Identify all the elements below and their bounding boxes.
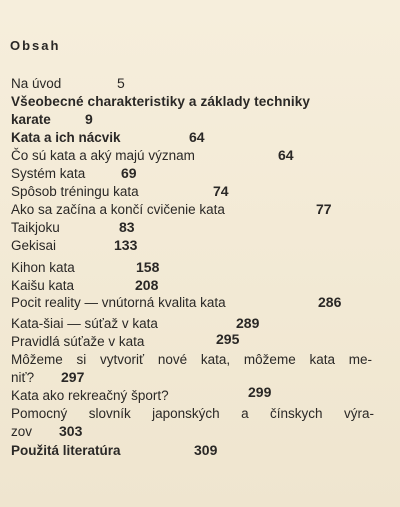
toc-entry-page: 158 — [136, 259, 160, 275]
toc-entry-label: Na úvod — [11, 76, 62, 91]
toc-entry-page: 77 — [316, 201, 332, 217]
toc-entry-page: 9 — [85, 111, 93, 127]
toc-entry-page: 69 — [121, 165, 137, 181]
toc-entry-page: 64 — [278, 147, 294, 163]
toc-entry-page: 297 — [61, 369, 85, 385]
toc-entry-label: Spôsob tréningu kata — [11, 184, 139, 199]
toc-entry-label: Kata ako rekreačný šport? — [11, 388, 169, 403]
toc-entry-label: Pomocný slovník japonských a čínskych výra- — [11, 406, 374, 421]
toc-entry-label: Systém kata — [11, 166, 86, 181]
toc-entry-page: 286 — [318, 294, 342, 310]
toc-entry-label: Kaišu kata — [11, 278, 75, 293]
toc-entry-label: Gekisai — [11, 238, 57, 253]
toc-entry-label: Všeobecné charakteristiky a základy techniky — [11, 94, 311, 109]
toc-entry-label: zov — [11, 424, 33, 439]
toc-entry-label: Kata-šiai — súťaž v kata — [11, 316, 158, 331]
toc-entry-label: niť? — [11, 370, 35, 385]
toc-entry-label: Kihon kata — [11, 260, 75, 275]
toc-entry-page: 64 — [189, 129, 205, 145]
toc-entry-page: 74 — [213, 183, 229, 199]
toc-entry-page: 295 — [216, 331, 240, 347]
toc-entry-page: 309 — [194, 442, 218, 458]
toc-entry-page: 289 — [236, 315, 260, 331]
toc-entry-page: 299 — [248, 384, 272, 400]
toc-entry-label: karate — [11, 112, 51, 127]
toc-entry-page: 83 — [119, 219, 135, 235]
toc-entry-label: Pocit reality — vnútorná kvalita kata — [11, 295, 226, 310]
toc-entry-label: Použitá literatúra — [11, 443, 121, 458]
toc-entry-label: Môžeme si vytvoriť nové kata, môžeme kata me- — [11, 352, 372, 367]
toc-entry-page: 5 — [117, 75, 125, 91]
toc-entry-page: 303 — [59, 423, 83, 439]
toc-entry-page: 133 — [114, 237, 138, 253]
toc-entry-page: 208 — [135, 277, 159, 293]
toc-entry-label: Čo sú kata a aký majú význam — [11, 148, 195, 163]
toc-entry-label: Ako sa začína a končí cvičenie kata — [11, 202, 225, 217]
toc-entry-label: Taikjoku — [11, 220, 60, 235]
toc-entry-label: Pravidlá súťaže v kata — [11, 334, 145, 349]
toc-entry-label: Kata a ich nácvik — [11, 130, 121, 145]
toc-heading: Obsah — [10, 38, 61, 53]
